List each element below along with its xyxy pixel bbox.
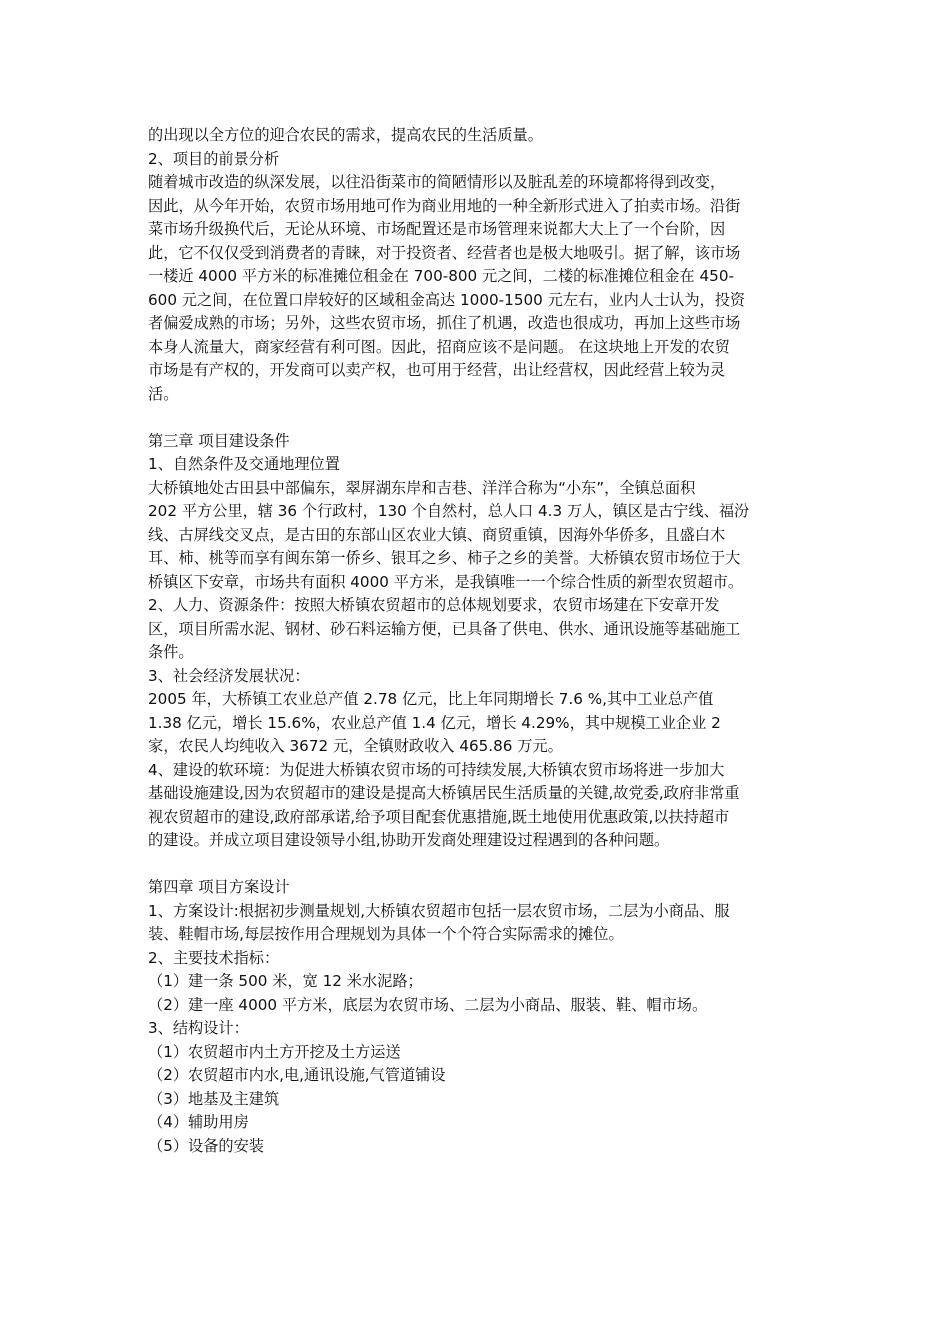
text-line: 随着城市改造的纵深发展，以往沿街菜市的简陋情形以及脏乱差的环境都将得到改变， — [148, 173, 726, 191]
text-line: 耳、柿、桃等而享有闽东第一侨乡、银耳之乡、柿子之乡的美誉。大桥镇农贸市场位于大 — [148, 549, 741, 567]
section-heading: 2、项目的前景分析 — [148, 149, 280, 168]
section-heading: 3、结构设计： — [148, 1019, 249, 1037]
text-line: 家，农民人均纯收入 3672 元，全镇财政收入 465.86 万元。 — [148, 737, 563, 755]
section-heading: 2、人力、资源条件：按照大桥镇农贸超市的总体规划要求，农贸市场建在下安章开发 — [148, 596, 720, 614]
text-line: 桥镇区下安章，市场共有面积 4000 平方米，是我镇唯一一个综合性质的新型农贸超市。 — [148, 572, 744, 591]
chapter-heading: 第四章 项目方案设计 — [148, 878, 290, 896]
text-line: 菜市场升级换代后，无论从环境、市场配置还是市场管理来说都大大上了一个台阶，因 — [148, 220, 726, 238]
document-body — [148, 124, 808, 1158]
section-heading: 3、社会经济发展状况： — [148, 666, 310, 685]
section-heading: 1、自然条件及交通地理位置 — [148, 455, 340, 473]
text-line: 的建设。并成立项目建设领导小组,协助开发商处理建设过程遇到的各种问题。 — [148, 831, 670, 849]
list-item: （3）地基及主建筑 — [148, 1089, 280, 1108]
text-line: 本身人流量大，商家经营有利可图。因此，招商应该不是问题。 在这块地上开发的农贸 — [148, 337, 730, 356]
text-line: 视农贸超市的建设,政府部承诺,给予项目配套优惠措施,既土地使用优惠政策,以扶持超市 — [148, 807, 730, 826]
text-line: 条件。 — [148, 643, 194, 661]
text-line: 一楼近 4000 平方米的标准摊位租金在 700-800 元之间，二楼的标准摊位租金在 450- — [148, 267, 734, 285]
text-line: 的出现以全方位的迎合农民的需求，提高农民的生活质量。 — [148, 126, 543, 144]
text-line: 2005 年，大桥镇工农业总产值 2.78 亿元，比上年同期增长 7.6 %,其中工业总产值 — [148, 690, 714, 708]
list-item: （4）辅助用房 — [148, 1113, 249, 1131]
section-heading: 4、建设的软环境：为促进大桥镇农贸市场的可持续发展,大桥镇农贸市场将进一步加大 — [148, 760, 725, 779]
text-line: 202 平方公里，辖 36 个行政村，130 个自然村，总人口 4.3 万人，镇区是古宁线、福汾 — [148, 502, 750, 520]
text-line: 此，它不仅仅受到消费者的青睐，对于投资者、经营者也是极大地吸引。据了解，该市场 — [148, 243, 741, 262]
list-item: （1）建一条 500 米，宽 12 米水泥路； — [148, 972, 423, 990]
text-line: 1.38 亿元，增长 15.6%，农业总产值 1.4 亿元，增长 4.29%，其中规模工业企业 2 — [148, 713, 721, 732]
text-line: 线、古屏线交叉点，是古田的东部山区农业大镇、商贸重镇，因海外华侨多，且盛白木 — [148, 525, 726, 544]
paragraph-spacer — [148, 853, 808, 877]
text-line: 大桥镇地处古田县中部偏东，翠屏湖东岸和吉巷、洋洋合称为“小东”，全镇总面积 — [148, 478, 696, 497]
text-line: 区，项目所需水泥、钢材、砂石料运输方便，已具备了供电、供水、通讯设施等基础施工 — [148, 619, 741, 638]
text-line: 装、鞋帽市场,每层按作用合理规划为具体一个个符合实际需求的摊位。 — [148, 925, 624, 943]
paragraph-spacer — [148, 406, 808, 430]
text-line: 因此，从今年开始，农贸市场用地可作为商业用地的一种全新形式进入了拍卖市场。沿街 — [148, 196, 741, 215]
list-item: （1）农贸超市内土方开挖及土方运送 — [148, 1042, 401, 1061]
document-page — [148, 124, 808, 1158]
section-heading: 1、方案设计:根据初步测量规划,大桥镇农贸超市包括一层农贸市场，二层为小商品、服 — [148, 901, 730, 920]
list-item: （2）农贸超市内水,电,通讯设施,气管道铺设 — [148, 1066, 446, 1084]
list-item: （2）建一座 4000 平方米，底层为农贸市场、二层为小商品、服装、鞋、帽市场。 — [148, 995, 708, 1014]
chapter-heading: 第三章 项目建设条件 — [148, 431, 290, 450]
text-line: 市场是有产权的，开发商可以卖产权，也可用于经营，出让经营权，因此经营上较为灵 — [148, 361, 726, 379]
text-line: 基础设施建设,因为农贸超市的建设是提高大桥镇居民生活质量的关键,故党委,政府非常重 — [148, 784, 740, 802]
text-line: 600 元之间，在位置口岸较好的区域租金高达 1000-1500 元左右，业内人士认为，投资 — [148, 290, 746, 309]
text-line: 者偏爱成熟的市场；另外，这些农贸市场，抓住了机遇，改造也很成功，再加上这些市场 — [148, 314, 741, 332]
text-line: 活。 — [148, 384, 179, 403]
section-heading: 2、主要技术指标： — [148, 948, 280, 967]
list-item: （5）设备的安装 — [148, 1136, 264, 1155]
